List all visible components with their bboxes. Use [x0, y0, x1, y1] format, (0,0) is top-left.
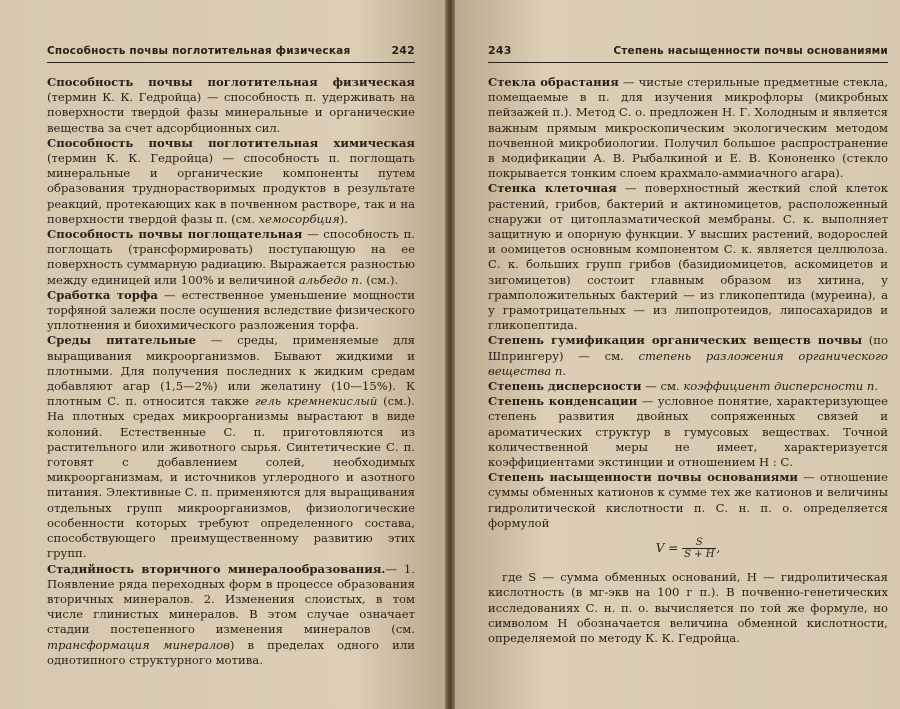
cross-reference: трансформация минералов [47, 637, 230, 652]
entry-text: — см. [641, 379, 684, 394]
entry-term: Степень конденсации [488, 394, 638, 409]
entry-text: — условное понятие, характеризующее степень развития двойных сопряженных связей и ароматических структур в гумусовых веществах. Точной количественной меры не имеет, характеризуется коэффициентами экстинции и отношением Н : С. [488, 394, 888, 470]
book-gutter [445, 0, 455, 709]
entry-text: — способность п. поглощать (трансформировать) поступающую на ее поверхность суммарную радиацию. Выражается разностью между единицей или 100% и величиной [47, 227, 415, 287]
cross-reference: степень разложения органического вещества п. [488, 348, 888, 378]
entry-term: Способность почвы поглотительная химическая [47, 135, 415, 150]
right-page [455, 0, 900, 709]
formula [488, 537, 888, 560]
entry-text: — среды, применяемые для выращивания микроорганизмов. Бывают жидкими и плотными. Для получения последних к жидким средам добавляют агар (1,5—2%) или желатину (10—15%). К плотным С. п. относится также [47, 333, 416, 409]
entry-text: ). [339, 211, 348, 226]
dictionary-entry [47, 333, 415, 561]
running-title-left: Способность почвы поглотительная физическая [47, 45, 351, 57]
entry-term: Среды питательные [47, 333, 197, 348]
entry-text: (см.). [362, 272, 399, 287]
dictionary-entry [488, 75, 888, 181]
dictionary-entry [47, 288, 415, 334]
entry-text: — чистые стерильные предметные стекла, помещаемые в п. для изучения микрофлоры (микробных пейзажей п.). Метод С. о. предложен Н. Г. Холодным и является важным прямым микроскопическим экологическим методом почвенной микробиологии. Получил большое распространение в модификации А. В. Рыбалкиной и Е. В. Кононенко (стекло покрывается тонким слоем крахмало-аммиачного агара). [488, 75, 889, 181]
dictionary-entry [488, 379, 888, 394]
entry-term: Способность почвы поглощательная [47, 227, 303, 242]
entry-term: Сработка торфа [47, 287, 158, 302]
running-header-right [488, 44, 888, 63]
running-header-left [47, 44, 415, 63]
formula-fraction [682, 537, 716, 560]
formula-lhs: V = [655, 541, 679, 556]
entry-text: — естественное уменьшение мощности торфяной залежи после осушения вследствие физического уплотнения и биохимического разложения торфа. [47, 287, 415, 333]
entry-text: (термин К. К. Гедройца) — способность п. поглощать минеральные и органические компоненты путем образования труднорастворимых продуктов в результате реакций, протекающих как в почвенном растворе, так и на поверхности твердой фазы п. (см. [47, 151, 415, 226]
entry-term: Способность почвы поглотительная физическая [47, 75, 415, 89]
entry-term: Степень дисперсности [488, 379, 642, 394]
formula-explanation: где S — сумма обменных оснований, H — гидролитическая кислотность (в мг-экв на 100 г п.). В почвенно-генетических исследованиях С. н. п. о. вычисляется по той же формуле, но символом H обозначается величина обменной кислотности, определяемой по методу К. К. Гедройца. [488, 570, 888, 645]
entry-text: (по Шпрингеру) — см. [488, 333, 889, 363]
cross-reference: хемосорбция [258, 211, 340, 226]
dictionary-entry [488, 470, 888, 531]
dictionary-entry [47, 562, 415, 668]
page-number-left: 242 [391, 44, 415, 57]
running-title-right: Степень насыщенности почвы основаниями [613, 45, 888, 57]
cross-reference: альбедо п. [298, 272, 363, 287]
formula-numerator: S [682, 537, 716, 549]
page-number-right: 243 [488, 44, 512, 57]
dictionary-entry [488, 333, 888, 379]
entry-term: Стекла обрастания [488, 75, 619, 89]
formula-comma: , [716, 541, 721, 556]
entry-text: — 1. Появление ряда переходных форм в процессе образования вторичных минералов. 2. Изменения слоистых, в том числе глинистых минералов. В этом случае означает стадии постепенного изменения минералов (см. [47, 561, 415, 637]
entry-text: — отношение суммы обменных катионов к сумме тех же катионов и величины гидролитической кислотности п. С. н. п. о. определяется формулой [488, 470, 888, 530]
cross-reference: гель кремнекислый [254, 394, 378, 409]
formula-denominator: S + H [684, 549, 715, 561]
dictionary-entry [47, 75, 415, 136]
entry-text: — поверхностный жесткий слой клеток растений, грибов, бактерий и актиномицетов, расположенный снаружи от цитоплазматической мембраны. С. к. выполняет защитную и опорную функции. У высших растений, водорослей и оомицетов основным компонентом С. к. является целлюлоза. С. к. больших групп грибов (базидиомицетов, аскомицетов и зигомицетов) состоит главным образом из хитина, у грамположительных бактерий — из гликопептида (муреина), а у грамотрицательных — из липопротеидов, липосахаридов и гликопептида. [488, 181, 889, 333]
entry-term: Степень гумификации органических веществ почвы [488, 333, 863, 348]
entry-term: Стадийность вторичного минералообразования. [47, 561, 386, 576]
dictionary-entry [47, 136, 415, 227]
entry-text: (термин К. К. Гедройца) — способность п. удерживать на поверхности твердой фазы минеральные и органические вещества за счет адсорбционных сил. [47, 90, 415, 135]
dictionary-entry [488, 181, 888, 333]
cross-reference: коэффициент дисперсности п. [683, 379, 879, 394]
entry-text: ) в пределах одного или однотипного структурного мотива. [47, 637, 415, 667]
entry-text: (см.). На плотных средах микроорганизмы вырастают в виде колоний. Естественные С. п. приготовляются из растительного или животного сырья. Синтетические С. п. готовят с добавлением солей, необходимых микроорганизмам, и источников углеродного и азотного питания. Элективные С. п. применяются для выращивания отдельных групп микроорганизмов, физиологические особенности которых требуют определенного состава, способствующего преимущественному развитию этих групп. [47, 394, 415, 561]
entry-term: Стенка клеточная [488, 181, 617, 196]
left-page [0, 0, 445, 709]
dictionary-entry [47, 227, 415, 288]
dictionary-entry [488, 394, 888, 470]
entry-term: Степень насыщенности почвы основаниями [488, 470, 798, 485]
